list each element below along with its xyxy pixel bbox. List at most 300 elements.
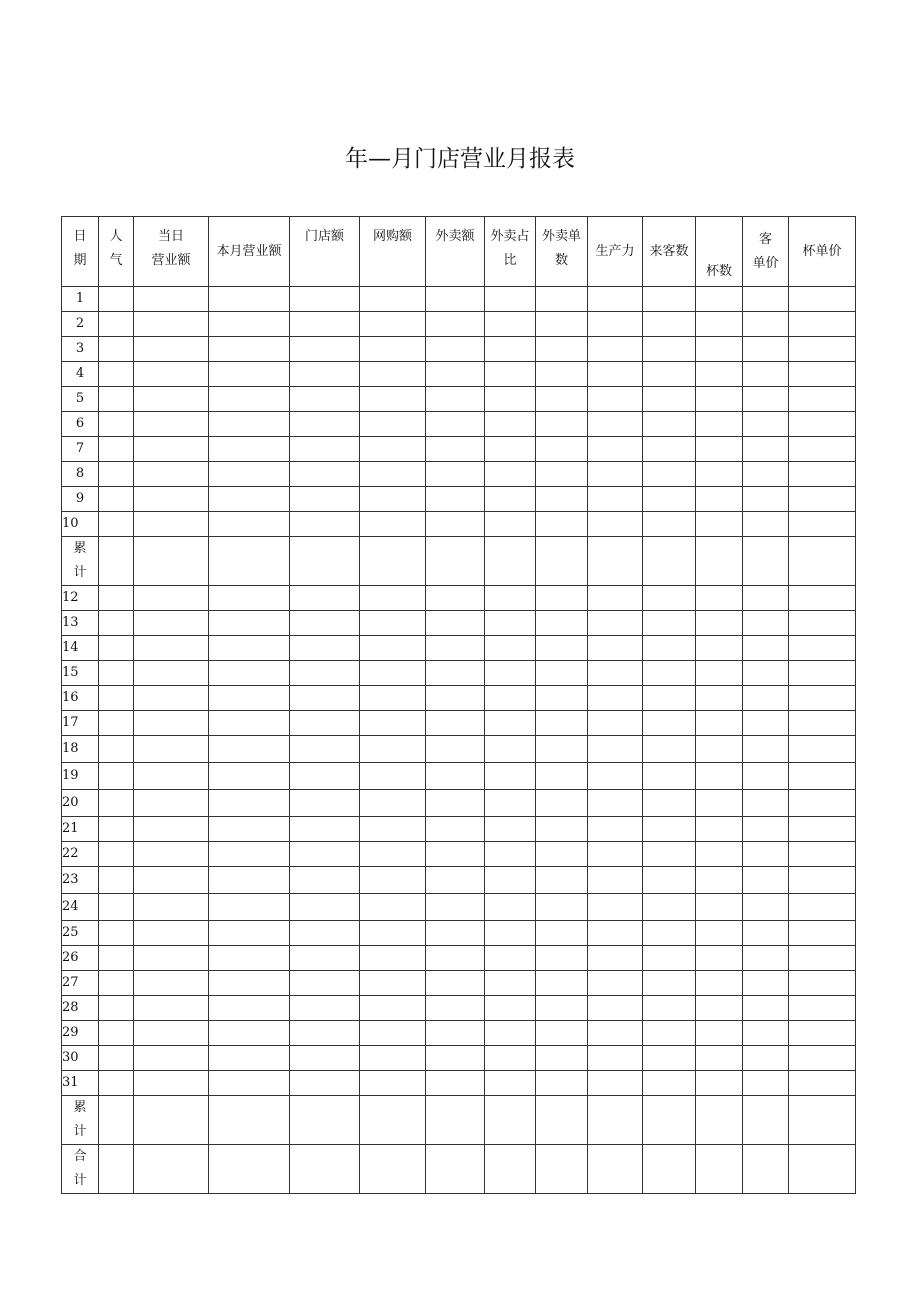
empty-cell[interactable] (743, 512, 789, 537)
empty-cell[interactable] (743, 437, 789, 462)
empty-cell[interactable] (134, 287, 209, 312)
empty-cell[interactable] (536, 867, 588, 894)
empty-cell[interactable] (588, 362, 643, 387)
empty-cell[interactable] (99, 661, 134, 686)
empty-cell[interactable] (743, 1021, 789, 1046)
empty-cell[interactable] (696, 867, 743, 894)
empty-cell[interactable] (209, 537, 290, 586)
empty-cell[interactable] (588, 736, 643, 763)
empty-cell[interactable] (290, 661, 360, 686)
empty-cell[interactable] (588, 711, 643, 736)
empty-cell[interactable] (290, 1046, 360, 1071)
empty-cell[interactable] (209, 971, 290, 996)
empty-cell[interactable] (643, 487, 696, 512)
empty-cell[interactable] (360, 736, 426, 763)
empty-cell[interactable] (360, 287, 426, 312)
empty-cell[interactable] (643, 586, 696, 611)
empty-cell[interactable] (743, 412, 789, 437)
empty-cell[interactable] (536, 1145, 588, 1194)
empty-cell[interactable] (789, 462, 856, 487)
empty-cell[interactable] (643, 867, 696, 894)
empty-cell[interactable] (134, 1096, 209, 1145)
empty-cell[interactable] (485, 512, 536, 537)
empty-cell[interactable] (743, 946, 789, 971)
empty-cell[interactable] (743, 763, 789, 790)
empty-cell[interactable] (99, 867, 134, 894)
empty-cell[interactable] (643, 711, 696, 736)
empty-cell[interactable] (743, 1071, 789, 1096)
empty-cell[interactable] (134, 512, 209, 537)
empty-cell[interactable] (485, 1145, 536, 1194)
empty-cell[interactable] (789, 711, 856, 736)
empty-cell[interactable] (360, 971, 426, 996)
empty-cell[interactable] (360, 763, 426, 790)
empty-cell[interactable] (789, 437, 856, 462)
empty-cell[interactable] (485, 1046, 536, 1071)
empty-cell[interactable] (536, 636, 588, 661)
empty-cell[interactable] (290, 842, 360, 867)
empty-cell[interactable] (426, 842, 485, 867)
empty-cell[interactable] (360, 462, 426, 487)
empty-cell[interactable] (696, 817, 743, 842)
empty-cell[interactable] (485, 611, 536, 636)
empty-cell[interactable] (588, 1071, 643, 1096)
empty-cell[interactable] (209, 1096, 290, 1145)
empty-cell[interactable] (743, 894, 789, 921)
empty-cell[interactable] (99, 736, 134, 763)
empty-cell[interactable] (360, 996, 426, 1021)
empty-cell[interactable] (426, 337, 485, 362)
empty-cell[interactable] (209, 1021, 290, 1046)
empty-cell[interactable] (588, 462, 643, 487)
empty-cell[interactable] (588, 586, 643, 611)
empty-cell[interactable] (99, 611, 134, 636)
empty-cell[interactable] (485, 1096, 536, 1145)
empty-cell[interactable] (209, 412, 290, 437)
empty-cell[interactable] (426, 362, 485, 387)
empty-cell[interactable] (743, 1096, 789, 1145)
empty-cell[interactable] (789, 586, 856, 611)
empty-cell[interactable] (536, 387, 588, 412)
empty-cell[interactable] (290, 921, 360, 946)
empty-cell[interactable] (134, 736, 209, 763)
empty-cell[interactable] (743, 1046, 789, 1071)
empty-cell[interactable] (696, 894, 743, 921)
empty-cell[interactable] (485, 586, 536, 611)
empty-cell[interactable] (134, 1021, 209, 1046)
empty-cell[interactable] (209, 894, 290, 921)
empty-cell[interactable] (588, 661, 643, 686)
empty-cell[interactable] (588, 1046, 643, 1071)
empty-cell[interactable] (743, 686, 789, 711)
empty-cell[interactable] (426, 946, 485, 971)
empty-cell[interactable] (360, 1096, 426, 1145)
empty-cell[interactable] (426, 711, 485, 736)
empty-cell[interactable] (290, 946, 360, 971)
empty-cell[interactable] (743, 790, 789, 817)
empty-cell[interactable] (588, 946, 643, 971)
empty-cell[interactable] (134, 1071, 209, 1096)
empty-cell[interactable] (696, 462, 743, 487)
empty-cell[interactable] (743, 487, 789, 512)
empty-cell[interactable] (643, 1046, 696, 1071)
empty-cell[interactable] (360, 362, 426, 387)
empty-cell[interactable] (134, 636, 209, 661)
empty-cell[interactable] (485, 867, 536, 894)
empty-cell[interactable] (360, 686, 426, 711)
empty-cell[interactable] (696, 1096, 743, 1145)
empty-cell[interactable] (485, 946, 536, 971)
empty-cell[interactable] (643, 736, 696, 763)
empty-cell[interactable] (536, 790, 588, 817)
empty-cell[interactable] (209, 946, 290, 971)
empty-cell[interactable] (290, 817, 360, 842)
empty-cell[interactable] (360, 1021, 426, 1046)
empty-cell[interactable] (134, 763, 209, 790)
empty-cell[interactable] (696, 842, 743, 867)
empty-cell[interactable] (696, 337, 743, 362)
empty-cell[interactable] (134, 412, 209, 437)
empty-cell[interactable] (588, 867, 643, 894)
empty-cell[interactable] (743, 586, 789, 611)
empty-cell[interactable] (696, 946, 743, 971)
empty-cell[interactable] (789, 387, 856, 412)
empty-cell[interactable] (643, 287, 696, 312)
empty-cell[interactable] (134, 586, 209, 611)
empty-cell[interactable] (536, 763, 588, 790)
empty-cell[interactable] (789, 996, 856, 1021)
empty-cell[interactable] (643, 790, 696, 817)
empty-cell[interactable] (588, 790, 643, 817)
empty-cell[interactable] (290, 337, 360, 362)
empty-cell[interactable] (588, 412, 643, 437)
empty-cell[interactable] (696, 412, 743, 437)
empty-cell[interactable] (360, 1145, 426, 1194)
empty-cell[interactable] (643, 337, 696, 362)
empty-cell[interactable] (134, 686, 209, 711)
empty-cell[interactable] (426, 462, 485, 487)
empty-cell[interactable] (789, 971, 856, 996)
empty-cell[interactable] (209, 337, 290, 362)
empty-cell[interactable] (99, 362, 134, 387)
empty-cell[interactable] (134, 437, 209, 462)
empty-cell[interactable] (99, 790, 134, 817)
empty-cell[interactable] (426, 437, 485, 462)
empty-cell[interactable] (426, 661, 485, 686)
empty-cell[interactable] (536, 1021, 588, 1046)
empty-cell[interactable] (426, 1021, 485, 1046)
empty-cell[interactable] (485, 387, 536, 412)
empty-cell[interactable] (290, 1071, 360, 1096)
empty-cell[interactable] (360, 946, 426, 971)
empty-cell[interactable] (789, 946, 856, 971)
empty-cell[interactable] (134, 487, 209, 512)
empty-cell[interactable] (209, 867, 290, 894)
empty-cell[interactable] (426, 736, 485, 763)
empty-cell[interactable] (99, 586, 134, 611)
empty-cell[interactable] (99, 462, 134, 487)
empty-cell[interactable] (360, 337, 426, 362)
empty-cell[interactable] (485, 337, 536, 362)
empty-cell[interactable] (696, 437, 743, 462)
empty-cell[interactable] (134, 894, 209, 921)
empty-cell[interactable] (536, 1071, 588, 1096)
empty-cell[interactable] (643, 412, 696, 437)
empty-cell[interactable] (588, 387, 643, 412)
empty-cell[interactable] (743, 362, 789, 387)
empty-cell[interactable] (360, 487, 426, 512)
empty-cell[interactable] (643, 763, 696, 790)
empty-cell[interactable] (290, 287, 360, 312)
empty-cell[interactable] (134, 362, 209, 387)
empty-cell[interactable] (643, 512, 696, 537)
empty-cell[interactable] (360, 1046, 426, 1071)
empty-cell[interactable] (99, 312, 134, 337)
empty-cell[interactable] (426, 537, 485, 586)
empty-cell[interactable] (643, 462, 696, 487)
empty-cell[interactable] (99, 337, 134, 362)
empty-cell[interactable] (360, 312, 426, 337)
empty-cell[interactable] (588, 1145, 643, 1194)
empty-cell[interactable] (588, 971, 643, 996)
empty-cell[interactable] (643, 894, 696, 921)
empty-cell[interactable] (134, 661, 209, 686)
empty-cell[interactable] (643, 1021, 696, 1046)
empty-cell[interactable] (360, 894, 426, 921)
empty-cell[interactable] (360, 661, 426, 686)
empty-cell[interactable] (536, 312, 588, 337)
empty-cell[interactable] (789, 661, 856, 686)
empty-cell[interactable] (99, 763, 134, 790)
empty-cell[interactable] (536, 487, 588, 512)
empty-cell[interactable] (485, 736, 536, 763)
empty-cell[interactable] (426, 996, 485, 1021)
empty-cell[interactable] (536, 1096, 588, 1145)
empty-cell[interactable] (99, 512, 134, 537)
empty-cell[interactable] (588, 763, 643, 790)
empty-cell[interactable] (360, 790, 426, 817)
empty-cell[interactable] (209, 736, 290, 763)
empty-cell[interactable] (360, 1071, 426, 1096)
empty-cell[interactable] (360, 867, 426, 894)
empty-cell[interactable] (643, 1096, 696, 1145)
empty-cell[interactable] (134, 996, 209, 1021)
empty-cell[interactable] (536, 337, 588, 362)
empty-cell[interactable] (789, 790, 856, 817)
empty-cell[interactable] (360, 921, 426, 946)
empty-cell[interactable] (643, 362, 696, 387)
empty-cell[interactable] (743, 287, 789, 312)
empty-cell[interactable] (290, 636, 360, 661)
empty-cell[interactable] (209, 437, 290, 462)
empty-cell[interactable] (536, 921, 588, 946)
empty-cell[interactable] (360, 817, 426, 842)
empty-cell[interactable] (290, 894, 360, 921)
empty-cell[interactable] (743, 387, 789, 412)
empty-cell[interactable] (536, 971, 588, 996)
empty-cell[interactable] (485, 362, 536, 387)
empty-cell[interactable] (743, 736, 789, 763)
empty-cell[interactable] (696, 763, 743, 790)
empty-cell[interactable] (643, 537, 696, 586)
empty-cell[interactable] (696, 1021, 743, 1046)
empty-cell[interactable] (209, 312, 290, 337)
empty-cell[interactable] (696, 586, 743, 611)
empty-cell[interactable] (743, 1145, 789, 1194)
empty-cell[interactable] (696, 661, 743, 686)
empty-cell[interactable] (290, 790, 360, 817)
empty-cell[interactable] (209, 512, 290, 537)
empty-cell[interactable] (426, 971, 485, 996)
empty-cell[interactable] (99, 636, 134, 661)
empty-cell[interactable] (743, 611, 789, 636)
empty-cell[interactable] (588, 487, 643, 512)
empty-cell[interactable] (743, 996, 789, 1021)
empty-cell[interactable] (134, 1145, 209, 1194)
empty-cell[interactable] (426, 790, 485, 817)
empty-cell[interactable] (743, 337, 789, 362)
empty-cell[interactable] (696, 996, 743, 1021)
empty-cell[interactable] (696, 1046, 743, 1071)
empty-cell[interactable] (536, 817, 588, 842)
empty-cell[interactable] (426, 921, 485, 946)
empty-cell[interactable] (209, 817, 290, 842)
empty-cell[interactable] (99, 686, 134, 711)
empty-cell[interactable] (696, 287, 743, 312)
empty-cell[interactable] (485, 686, 536, 711)
empty-cell[interactable] (588, 921, 643, 946)
empty-cell[interactable] (134, 462, 209, 487)
empty-cell[interactable] (209, 1046, 290, 1071)
empty-cell[interactable] (536, 736, 588, 763)
empty-cell[interactable] (789, 287, 856, 312)
empty-cell[interactable] (485, 996, 536, 1021)
empty-cell[interactable] (134, 790, 209, 817)
empty-cell[interactable] (426, 412, 485, 437)
empty-cell[interactable] (426, 487, 485, 512)
empty-cell[interactable] (536, 287, 588, 312)
empty-cell[interactable] (485, 537, 536, 586)
empty-cell[interactable] (485, 894, 536, 921)
empty-cell[interactable] (789, 636, 856, 661)
empty-cell[interactable] (536, 537, 588, 586)
empty-cell[interactable] (290, 412, 360, 437)
empty-cell[interactable] (209, 462, 290, 487)
empty-cell[interactable] (426, 512, 485, 537)
empty-cell[interactable] (485, 636, 536, 661)
empty-cell[interactable] (643, 437, 696, 462)
empty-cell[interactable] (696, 312, 743, 337)
empty-cell[interactable] (643, 921, 696, 946)
empty-cell[interactable] (789, 894, 856, 921)
empty-cell[interactable] (290, 1021, 360, 1046)
empty-cell[interactable] (696, 686, 743, 711)
empty-cell[interactable] (209, 611, 290, 636)
empty-cell[interactable] (743, 971, 789, 996)
empty-cell[interactable] (536, 946, 588, 971)
empty-cell[interactable] (536, 586, 588, 611)
empty-cell[interactable] (290, 711, 360, 736)
empty-cell[interactable] (588, 894, 643, 921)
empty-cell[interactable] (99, 1021, 134, 1046)
empty-cell[interactable] (290, 387, 360, 412)
empty-cell[interactable] (643, 387, 696, 412)
empty-cell[interactable] (99, 996, 134, 1021)
empty-cell[interactable] (588, 312, 643, 337)
empty-cell[interactable] (485, 971, 536, 996)
empty-cell[interactable] (789, 921, 856, 946)
empty-cell[interactable] (360, 437, 426, 462)
empty-cell[interactable] (696, 921, 743, 946)
empty-cell[interactable] (643, 1071, 696, 1096)
empty-cell[interactable] (536, 437, 588, 462)
empty-cell[interactable] (696, 636, 743, 661)
empty-cell[interactable] (209, 287, 290, 312)
empty-cell[interactable] (485, 312, 536, 337)
empty-cell[interactable] (588, 636, 643, 661)
empty-cell[interactable] (485, 1071, 536, 1096)
empty-cell[interactable] (588, 437, 643, 462)
empty-cell[interactable] (536, 686, 588, 711)
empty-cell[interactable] (643, 312, 696, 337)
empty-cell[interactable] (426, 894, 485, 921)
empty-cell[interactable] (743, 921, 789, 946)
empty-cell[interactable] (588, 1096, 643, 1145)
empty-cell[interactable] (209, 1145, 290, 1194)
empty-cell[interactable] (426, 611, 485, 636)
empty-cell[interactable] (99, 487, 134, 512)
empty-cell[interactable] (209, 711, 290, 736)
empty-cell[interactable] (743, 537, 789, 586)
empty-cell[interactable] (643, 842, 696, 867)
empty-cell[interactable] (643, 686, 696, 711)
empty-cell[interactable] (209, 686, 290, 711)
empty-cell[interactable] (789, 817, 856, 842)
empty-cell[interactable] (209, 487, 290, 512)
empty-cell[interactable] (588, 512, 643, 537)
empty-cell[interactable] (209, 362, 290, 387)
empty-cell[interactable] (209, 921, 290, 946)
empty-cell[interactable] (743, 867, 789, 894)
empty-cell[interactable] (134, 537, 209, 586)
empty-cell[interactable] (696, 1145, 743, 1194)
empty-cell[interactable] (696, 736, 743, 763)
empty-cell[interactable] (536, 661, 588, 686)
empty-cell[interactable] (134, 312, 209, 337)
empty-cell[interactable] (360, 537, 426, 586)
empty-cell[interactable] (789, 1021, 856, 1046)
empty-cell[interactable] (485, 711, 536, 736)
empty-cell[interactable] (99, 711, 134, 736)
empty-cell[interactable] (789, 842, 856, 867)
empty-cell[interactable] (643, 946, 696, 971)
empty-cell[interactable] (643, 1145, 696, 1194)
empty-cell[interactable] (290, 1145, 360, 1194)
empty-cell[interactable] (426, 1096, 485, 1145)
empty-cell[interactable] (485, 661, 536, 686)
empty-cell[interactable] (134, 817, 209, 842)
empty-cell[interactable] (290, 312, 360, 337)
empty-cell[interactable] (134, 611, 209, 636)
empty-cell[interactable] (426, 867, 485, 894)
empty-cell[interactable] (360, 611, 426, 636)
empty-cell[interactable] (536, 412, 588, 437)
empty-cell[interactable] (99, 387, 134, 412)
empty-cell[interactable] (360, 842, 426, 867)
empty-cell[interactable] (588, 287, 643, 312)
empty-cell[interactable] (789, 487, 856, 512)
empty-cell[interactable] (588, 842, 643, 867)
